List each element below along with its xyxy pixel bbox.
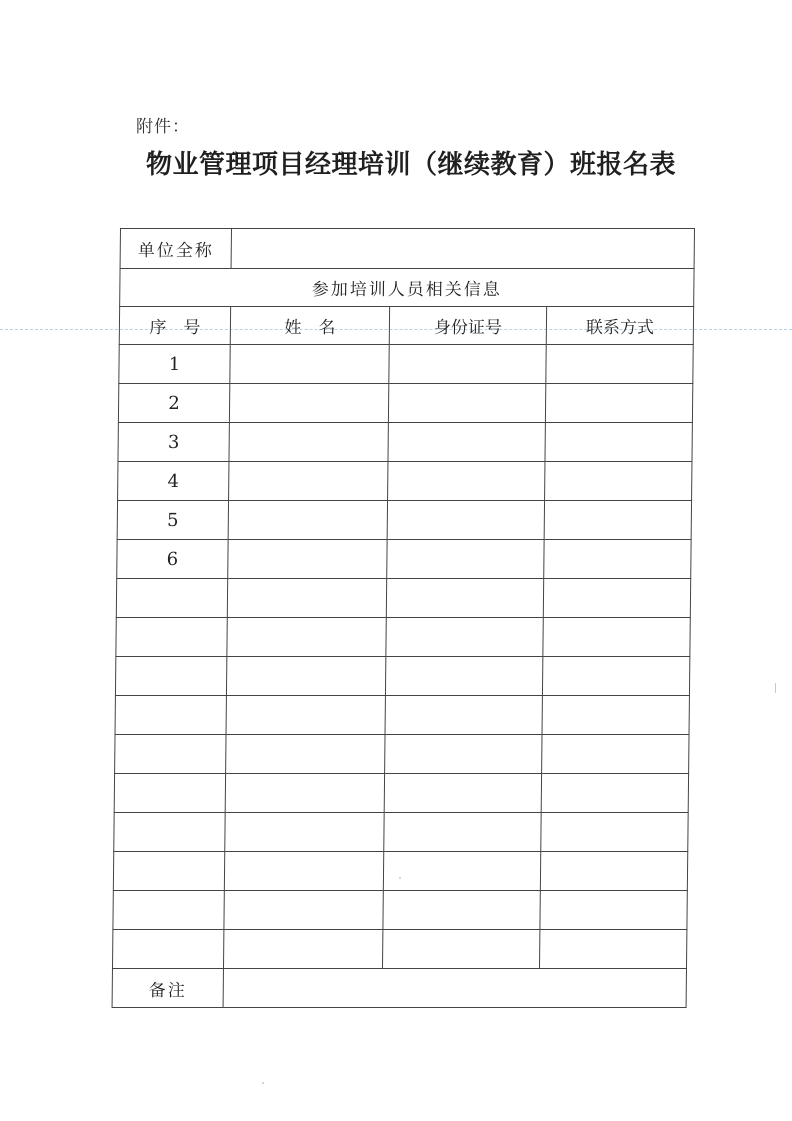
column-header-row (119, 307, 693, 345)
unit-name-label: 单位全称 (120, 229, 231, 269)
id-number-cell[interactable] (388, 384, 545, 423)
row-number-cell (115, 735, 226, 774)
name-cell[interactable] (226, 696, 385, 735)
row-number-cell (112, 930, 223, 969)
table-row (119, 345, 693, 384)
row-number-cell (113, 891, 224, 930)
remark-label: 备注 (112, 969, 223, 1008)
name-cell[interactable] (224, 891, 383, 930)
scan-speck (399, 877, 401, 879)
id-number-cell[interactable] (382, 930, 539, 969)
id-number-cell[interactable] (383, 852, 540, 891)
table-row (115, 735, 689, 774)
row-number-cell (115, 657, 226, 696)
scan-speck (262, 1082, 264, 1084)
section-title: 参加培训人员相关信息 (120, 269, 694, 307)
name-cell[interactable] (224, 852, 383, 891)
contact-cell[interactable] (542, 657, 689, 696)
remark-row (112, 969, 686, 1008)
table-row (115, 657, 689, 696)
table-row (113, 852, 687, 891)
table-row (114, 813, 688, 852)
name-cell[interactable] (226, 657, 385, 696)
table-row (117, 540, 691, 579)
row-number-cell: 2 (118, 384, 229, 423)
id-number-cell[interactable] (387, 501, 544, 540)
name-cell[interactable] (226, 735, 385, 774)
name-cell[interactable] (223, 930, 382, 969)
id-number-cell[interactable] (385, 696, 542, 735)
row-number-cell: 4 (118, 462, 229, 501)
name-cell[interactable] (229, 462, 388, 501)
registration-form (112, 228, 694, 1008)
table-row (112, 930, 686, 969)
unit-name-field[interactable] (231, 229, 694, 269)
contact-cell[interactable] (539, 930, 686, 969)
remark-field[interactable] (223, 969, 686, 1008)
row-number-cell (115, 696, 226, 735)
scan-speck (775, 683, 776, 693)
table-row (118, 384, 692, 423)
form-title: 物业管理项目经理培训（继续教育）班报名表 (146, 150, 677, 180)
contact-cell[interactable] (545, 423, 692, 462)
id-number-cell[interactable] (385, 657, 542, 696)
table-row (118, 423, 692, 462)
name-cell[interactable] (227, 579, 386, 618)
name-cell[interactable] (227, 618, 386, 657)
name-cell[interactable] (229, 384, 388, 423)
unit-row (120, 229, 694, 269)
row-number-cell (113, 852, 224, 891)
row-number-cell: 5 (117, 501, 228, 540)
row-number-cell (116, 618, 227, 657)
table-row (114, 774, 688, 813)
name-cell[interactable] (230, 345, 389, 384)
column-header-id-number: 身份证号 (389, 307, 546, 345)
contact-cell[interactable] (540, 891, 687, 930)
contact-cell[interactable] (546, 345, 693, 384)
column-header-contact: 联系方式 (546, 307, 693, 345)
attachment-label: 附件： (136, 117, 190, 137)
table-row (117, 501, 691, 540)
name-cell[interactable] (229, 423, 388, 462)
row-number-cell: 1 (119, 345, 230, 384)
column-header-no: 序 号 (119, 307, 230, 345)
table-row (116, 618, 690, 657)
column-header-name: 姓 名 (230, 307, 389, 345)
row-number-cell (114, 813, 225, 852)
name-cell[interactable] (225, 774, 384, 813)
id-number-cell[interactable] (386, 579, 543, 618)
contact-cell[interactable] (545, 462, 692, 501)
row-number-cell: 6 (117, 540, 228, 579)
table-row (113, 891, 687, 930)
contact-cell[interactable] (540, 852, 687, 891)
contact-cell[interactable] (543, 579, 690, 618)
table-row (118, 462, 692, 501)
contact-cell[interactable] (543, 618, 690, 657)
id-number-cell[interactable] (388, 423, 545, 462)
contact-cell[interactable] (541, 774, 688, 813)
contact-cell[interactable] (541, 813, 688, 852)
row-number-cell (114, 774, 225, 813)
name-cell[interactable] (225, 813, 384, 852)
id-number-cell[interactable] (388, 462, 545, 501)
id-number-cell[interactable] (383, 891, 540, 930)
registration-table (112, 228, 695, 1008)
contact-cell[interactable] (544, 501, 691, 540)
id-number-cell[interactable] (386, 618, 543, 657)
id-number-cell[interactable] (385, 735, 542, 774)
row-number-cell (116, 579, 227, 618)
id-number-cell[interactable] (387, 540, 544, 579)
id-number-cell[interactable] (389, 345, 546, 384)
contact-cell[interactable] (544, 540, 691, 579)
contact-cell[interactable] (545, 384, 692, 423)
contact-cell[interactable] (542, 735, 689, 774)
id-number-cell[interactable] (384, 813, 541, 852)
name-cell[interactable] (228, 501, 387, 540)
table-row (115, 696, 689, 735)
row-number-cell: 3 (118, 423, 229, 462)
name-cell[interactable] (228, 540, 387, 579)
table-row (116, 579, 690, 618)
section-row (120, 269, 694, 307)
id-number-cell[interactable] (384, 774, 541, 813)
contact-cell[interactable] (542, 696, 689, 735)
